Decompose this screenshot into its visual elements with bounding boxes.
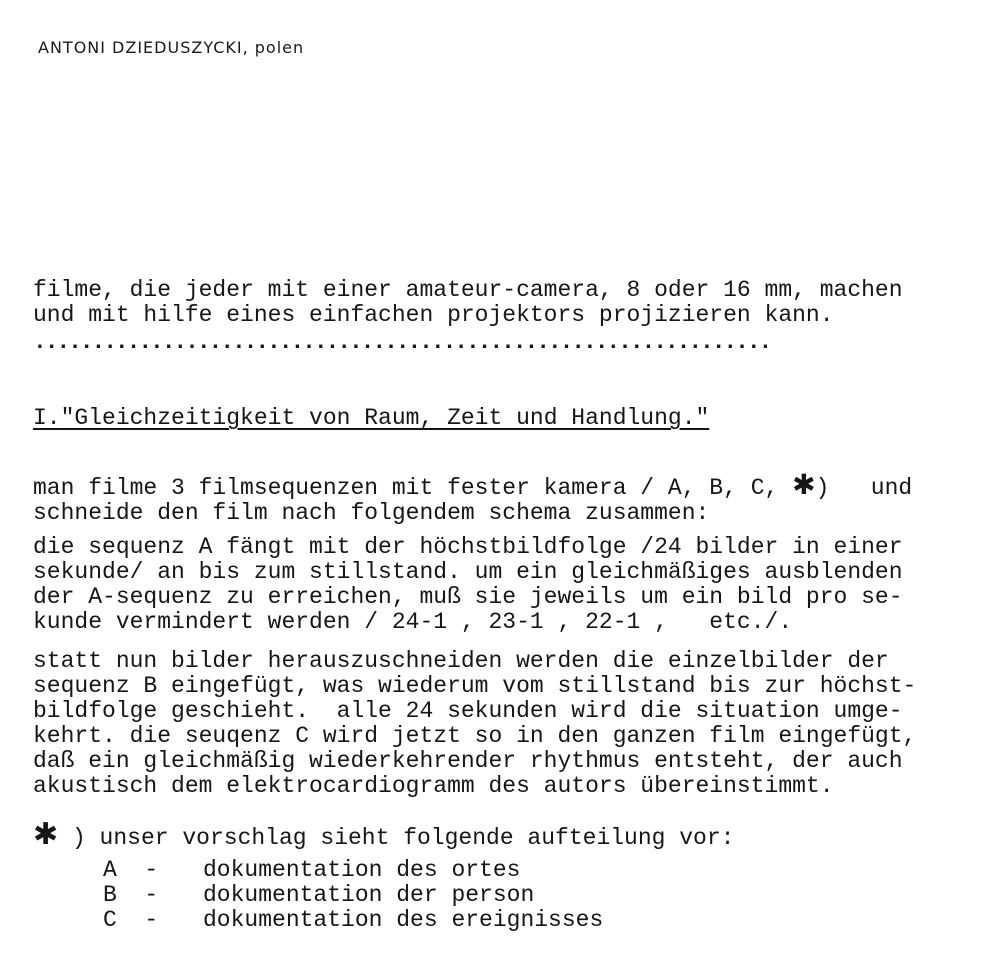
intro-line: filme, die jeder mit einer amateur-camera, 8 oder 16 mm, machen (33, 277, 903, 303)
paragraph-line: statt nun bilder herauszuschneiden werden die einzelbilder der (33, 648, 889, 674)
paragraph-1 (33, 468, 913, 526)
paragraph-line: daß ein gleichmäßig wiederkehrender rhythmus entsteht, der auch (33, 748, 903, 774)
paragraph-3 (33, 649, 916, 799)
list-item (103, 908, 603, 933)
paragraph-line: die sequenz A fängt mit der höchstbildfolge /24 bilder in einer (33, 534, 903, 560)
section-number: I. (33, 405, 61, 431)
paragraph-line: bildfolge geschieht. alle 24 sekunden wird die situation umge- (33, 698, 903, 724)
paragraph-line: schneide den film nach folgendem schema zusammen: (33, 500, 710, 526)
intro-paragraph (33, 278, 903, 328)
list-key: C - (103, 907, 159, 933)
intro-line: und mit hilfe eines einfachen projektors projizieren kann. (33, 302, 834, 328)
paragraph-line: sequenz B eingefügt, was wiederum vom stillstand bis zur höchst- (33, 673, 917, 699)
asterisk-icon: ✱ (792, 468, 816, 501)
paragraph-line: kehrt. die seuqenz C wird jetzt so in den ganzen film eingefügt, (33, 723, 917, 749)
paragraph-line: der A-sequenz zu erreichen, muß sie jeweils um ein bild pro se- (33, 584, 903, 610)
section-heading (33, 406, 709, 431)
list-item (103, 883, 603, 908)
list-value: dokumentation der person (203, 882, 535, 908)
allocation-list (103, 858, 603, 933)
paragraph-line: ) und (815, 475, 913, 501)
footnote (33, 817, 735, 852)
paragraph-line: kunde vermindert werden / 24-1 , 23-1 , 22-1 , etc./. (33, 609, 793, 635)
paragraph-line: sekunde/ an bis zum stillstand. um ein gleichmäßiges ausblenden (33, 559, 903, 585)
list-item (103, 858, 603, 883)
paragraph-line: akustisch dem elektrocardiogramm des autors übereinstimmt. (33, 773, 834, 799)
asterisk-icon: ✱ (33, 817, 59, 852)
list-key: B - (103, 882, 159, 908)
footnote-text: ) unser vorschlag sieht folgende aufteilung vor: (71, 825, 735, 851)
list-value: dokumentation des ereignisses (203, 907, 604, 933)
author-name: ANTONI DZIEDUSZYCKI, polen (38, 38, 305, 57)
dotted-separator: ............................................................... (33, 329, 771, 355)
paragraph-2 (33, 535, 903, 635)
list-value: dokumentation des ortes (203, 857, 521, 883)
paragraph-line: man filme 3 filmsequenzen mit fester kamera / A, B, C, (33, 475, 793, 501)
section-title: "Gleichzeitigkeit von Raum, Zeit und Handlung." (60, 405, 710, 431)
list-key: A - (103, 857, 159, 883)
